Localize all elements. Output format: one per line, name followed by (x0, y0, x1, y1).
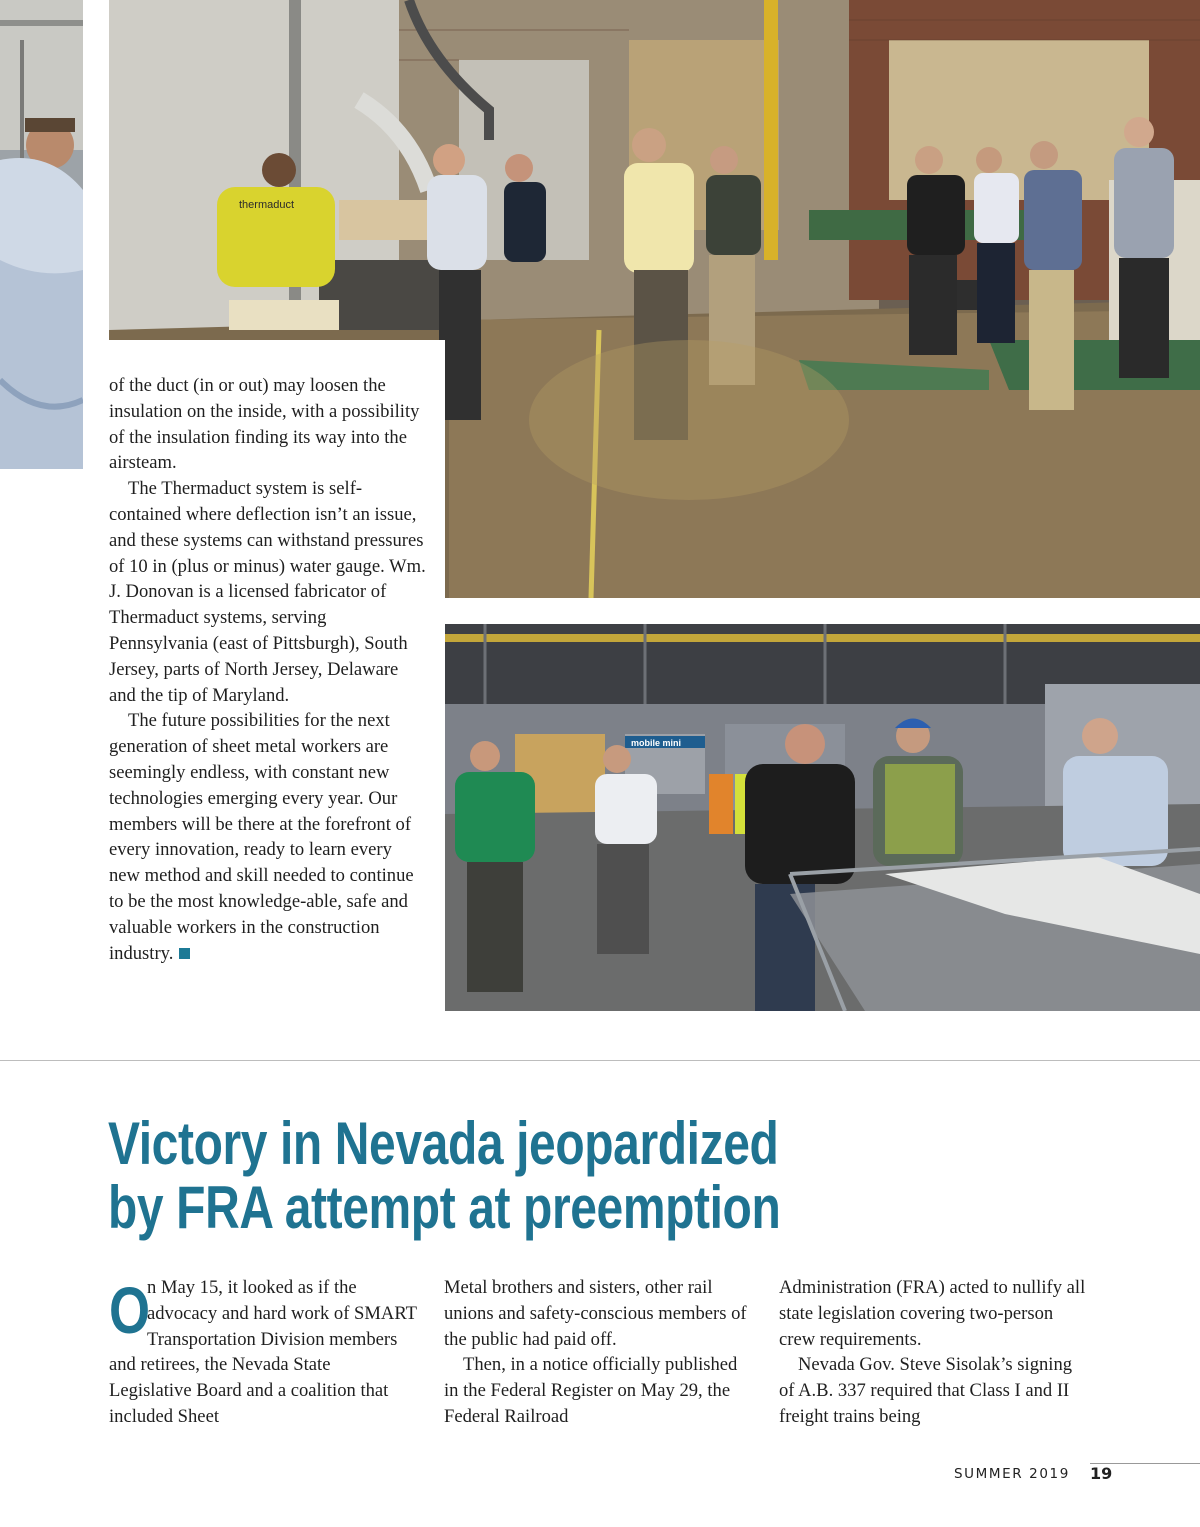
shirt-text: thermaduct (239, 199, 295, 211)
headline-line-2: by FRA attempt at preemption (108, 1174, 781, 1241)
article-column-1 (109, 1275, 417, 1430)
drop-cap: O (109, 1273, 151, 1347)
continued-paragraph-3: The future possibilities for the next generation of sheet metal workers are seemingly endless, with constant new technologies emerging every year. Our members will be there at the forefront of every innovation, ready to learn every new method and skill needed to continue to be the most knowledge-able, safe and valuable workers in the construction industry. (109, 710, 414, 964)
section-divider (0, 1060, 1200, 1061)
continued-paragraph-1: of the duct (in or out) may loosen the insulation on the inside, with a possibility of the insulation finding its way into the airsteam. (109, 375, 420, 474)
left-edge-photo (0, 0, 83, 469)
article-column-2 (444, 1275, 752, 1430)
issue-label: SUMMER 2019 (954, 1466, 1070, 1482)
article-col1-text: n May 15, it looked as if the advocacy and hard work of SMART Transportation Division members and retirees, the Nevada State Legislative Board and a coalition that included Sheet (109, 1277, 417, 1427)
article-column-3 (779, 1275, 1087, 1430)
page-number: 19 (1090, 1464, 1113, 1483)
continued-article-column (109, 373, 427, 966)
fabrication-table-photo (445, 624, 1200, 1011)
end-of-article-icon (179, 948, 190, 959)
mobile-mini-sign: mobile mini (631, 738, 682, 748)
article-headline (108, 1112, 908, 1240)
article-col3-paragraph-1: Administration (FRA) acted to nullify all state legislation covering two-person crew requirements. (779, 1277, 1086, 1350)
continued-paragraph-2: The Thermaduct system is self-contained where deflection isn’t an issue, and these systems can withstand pressures of 10 in (plus or minus) water gauge. Wm. J. Donovan is a licensed fabricator of Thermaduct systems, serving Pennsylvania (east of Pittsburgh), South Jersey, parts of North Jersey, Delaware and the tip of Maryland. (109, 478, 426, 706)
article-col2-paragraph-1: Metal brothers and sisters, other rail unions and safety-conscious members of the public had paid off. (444, 1277, 747, 1350)
article-col2-paragraph-2: Then, in a notice officially published in the Federal Register on May 29, the Federal Railroad (444, 1354, 738, 1427)
article-col3-paragraph-2: Nevada Gov. Steve Sisolak’s signing of A.B. 337 required that Class I and II freight trains being (779, 1354, 1073, 1427)
headline-line-1: Victory in Nevada jeopardized (108, 1110, 779, 1177)
